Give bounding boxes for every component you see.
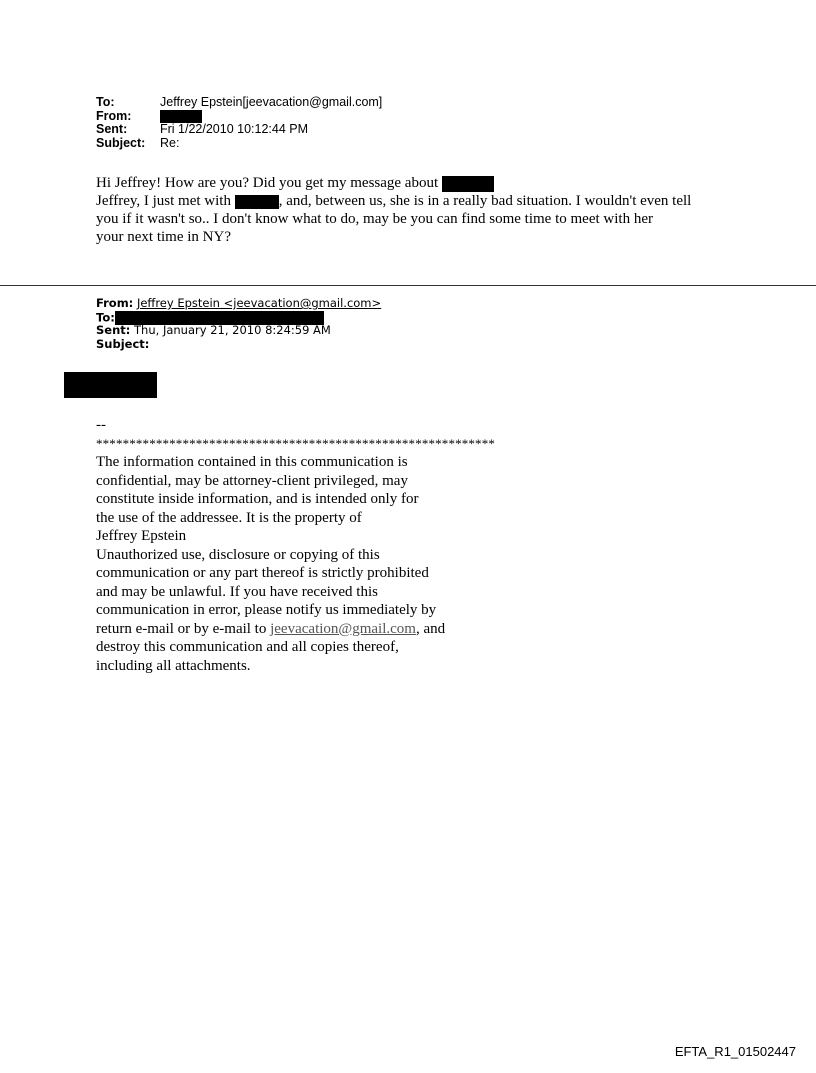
- signature-line: communication in error, please notify us immediately by: [96, 602, 437, 618]
- signature-line: The information contained in this communication is: [96, 454, 408, 470]
- signature-dashes: --: [96, 417, 106, 433]
- signature-line: Jeffrey Epstein: [96, 528, 187, 544]
- signature-line: communication or any part thereof is strictly prohibited: [96, 565, 429, 581]
- redaction-box: [64, 372, 157, 398]
- to-label: To:: [96, 310, 115, 324]
- subject-label: Subject:: [96, 135, 146, 150]
- email-link[interactable]: jeevacation@gmail.com: [270, 620, 416, 637]
- subject-value: Re:: [160, 135, 180, 150]
- to-label: To:: [96, 95, 115, 109]
- divider-line: [0, 285, 816, 286]
- signature-line: constitute inside information, and is intended only for: [96, 491, 419, 507]
- to-row: [96, 311, 381, 325]
- sent-label: Sent:: [96, 323, 131, 337]
- body-line: [96, 174, 736, 192]
- signature-line: [96, 620, 616, 639]
- body-text: , and, between us, she is in a really bad situation. I wouldn't even tell: [278, 193, 692, 209]
- to-value: Jeffrey Epstein[jeevacation@gmail.com]: [160, 95, 383, 109]
- signature-line: and may be unlawful. If you have received this: [96, 583, 378, 600]
- signature-text: return e-mail or by e-mail to: [96, 620, 267, 637]
- subject-row: [96, 137, 382, 151]
- redaction-box: [235, 195, 279, 209]
- email-header-1: [96, 96, 382, 150]
- body-line: [96, 192, 736, 210]
- signature-text: , and: [415, 620, 446, 637]
- from-label: From:: [96, 108, 132, 123]
- email-header-2: [96, 297, 381, 351]
- body-text: Jeffrey, I just met with: [96, 193, 231, 209]
- redaction-box: [442, 176, 494, 192]
- sent-value: Thu, January 21, 2010 8:24:59 AM: [134, 323, 331, 337]
- document-id: EFTA_R1_01502447: [674, 1044, 796, 1059]
- from-row: [96, 297, 381, 311]
- body-line: your next time in NY?: [96, 229, 231, 245]
- signature-stars: ************************************************************: [96, 435, 495, 451]
- subject-row: [96, 338, 381, 352]
- redaction-box: [160, 110, 202, 123]
- from-row: [96, 110, 382, 124]
- signature-line: Unauthorized use, disclosure or copying of this: [96, 546, 380, 563]
- to-row: [96, 96, 382, 110]
- sent-row: [96, 324, 381, 338]
- body-line: you if it wasn't so.. I don't know what to do, may be you can find some time to meet with her: [96, 211, 653, 227]
- signature-line: confidential, may be attorney-client privileged, may: [96, 472, 408, 489]
- from-value: Jeffrey Epstein <jeevacation@gmail.com>: [136, 296, 382, 310]
- body-text: Hi Jeffrey! How are you? Did you get my message about: [96, 175, 439, 191]
- sent-row: [96, 123, 382, 137]
- signature-line: the use of the addressee. It is the property of: [96, 509, 362, 526]
- signature-line: destroy this communication and all copies thereof,: [96, 639, 399, 655]
- signature-line: including all attachments.: [96, 657, 251, 674]
- email-body-1: [96, 174, 736, 246]
- from-label: From:: [96, 296, 134, 310]
- subject-label: Subject:: [96, 336, 150, 351]
- sent-label: Sent:: [96, 122, 128, 136]
- confidentiality-signature: [96, 416, 616, 675]
- sent-value: Fri 1/22/2010 10:12:44 PM: [160, 122, 309, 136]
